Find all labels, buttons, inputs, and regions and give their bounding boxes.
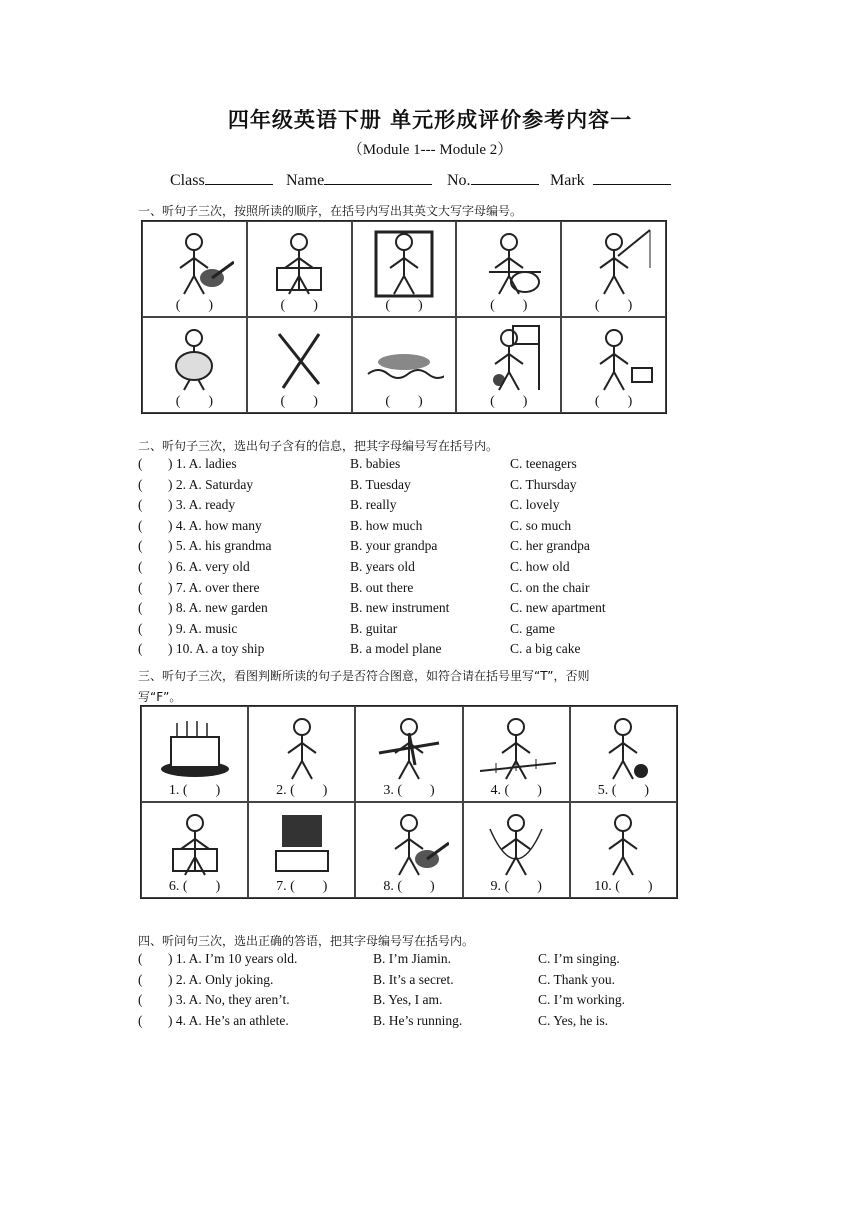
option-b: B. I’m Jiamin.	[373, 951, 451, 966]
answer-paren[interactable]: (	[138, 1012, 143, 1028]
section4-heading: 四、听问句三次，选出正确的答语，把其字母编号写在括号内。	[138, 934, 475, 948]
section1-cell	[247, 221, 352, 317]
answer-paren[interactable]: (	[138, 538, 143, 554]
standing-boy-icon	[583, 809, 663, 884]
answer-paren[interactable]: (	[138, 600, 143, 616]
option-b: B. your grandpa	[350, 538, 438, 554]
question-row	[138, 559, 698, 577]
basketball-icon	[469, 324, 549, 399]
jumping-girl-icon	[476, 809, 556, 884]
name-label: Name	[286, 172, 325, 189]
option-c: C. game	[510, 620, 555, 636]
section3-cell	[248, 802, 355, 898]
option-c: C. I’m working.	[538, 992, 625, 1007]
computer-icon	[262, 809, 342, 884]
question-row	[138, 580, 698, 598]
answer-paren[interactable]: (	[138, 579, 143, 595]
option-c: C. Yes, he is.	[538, 1012, 609, 1028]
answer-paren[interactable]: (	[138, 951, 143, 966]
question-row	[138, 600, 698, 618]
question-row	[138, 951, 698, 969]
option-a: ) 3. A. ready	[168, 497, 236, 513]
section1-cell	[352, 221, 457, 317]
answer-paren[interactable]: (	[138, 456, 143, 471]
section2-items	[138, 456, 698, 666]
section1-answer-blank[interactable]: ( )	[175, 298, 214, 313]
section3-answer-blank[interactable]: 10. ( )	[594, 879, 653, 894]
mark-label: Mark	[550, 172, 585, 189]
question-row	[138, 538, 698, 556]
cat-guitar-icon	[369, 809, 449, 884]
section1-cell	[247, 317, 352, 413]
option-b: B. Yes, I am.	[373, 992, 443, 1007]
name-field[interactable]	[286, 170, 432, 190]
section3-answer-blank[interactable]: 8. ( )	[383, 879, 435, 894]
option-c: C. so much	[510, 517, 572, 533]
birthday-cake-icon	[155, 713, 235, 788]
section3-answer-blank[interactable]: 1. ( )	[168, 783, 221, 798]
option-a: ) 2. A. Only joking.	[168, 971, 274, 987]
number-field[interactable]	[447, 170, 539, 190]
option-a: ) 9. A. music	[168, 620, 238, 636]
section1-answer-blank[interactable]: ( )	[280, 298, 318, 313]
option-a: ) 8. A. new garden	[168, 600, 268, 616]
question-row	[138, 497, 698, 515]
drummer-icon	[469, 228, 549, 303]
option-a: ) 2. A. Saturday	[168, 476, 254, 492]
tennis-players-icon	[476, 713, 556, 788]
section1-heading: 一、听句子三次，按照所读的顺序，在括号内写出其英文大写字母编号。	[138, 204, 523, 218]
section3-cell	[570, 802, 677, 898]
option-b: B. Tuesday	[350, 476, 411, 492]
option-b: B. new instrument	[350, 600, 450, 616]
question-row	[138, 477, 698, 495]
dancers-icon	[259, 324, 339, 399]
question-row	[138, 641, 698, 659]
option-c: C. lovely	[510, 497, 560, 513]
question-row	[138, 1013, 698, 1031]
mark-blank[interactable]	[593, 170, 671, 185]
answer-paren[interactable]: (	[138, 620, 143, 636]
option-a: ) 1. A. I’m 10 years old.	[168, 951, 298, 966]
section1-cell	[352, 317, 457, 413]
old-man-radio-icon	[574, 324, 654, 399]
question-row	[138, 518, 698, 536]
swimmer-icon	[364, 324, 444, 399]
section1-answer-blank[interactable]: ( )	[280, 394, 318, 409]
option-b: B. out there	[350, 579, 414, 595]
worksheet-title: 四年级英语下册 单元形成评价参考内容一	[227, 108, 633, 132]
question-row	[138, 621, 698, 639]
section4-items	[138, 951, 698, 1041]
class-label: Class	[170, 172, 205, 189]
option-a: ) 4. A. He’s an athlete.	[168, 1012, 289, 1028]
option-b: B. He’s running.	[373, 1012, 463, 1028]
section1-answer-blank[interactable]: ( )	[175, 394, 214, 409]
section1-picture-grid	[141, 220, 667, 414]
answer-paren[interactable]: (	[138, 497, 143, 513]
option-a: ) 6. A. very old	[168, 559, 250, 574]
section1-answer-blank[interactable]: ( )	[385, 394, 423, 409]
hikers-icon	[262, 713, 342, 788]
section3-cell	[355, 802, 462, 898]
section3-answer-blank[interactable]: 4. ( )	[490, 783, 542, 798]
answer-paren[interactable]: (	[138, 559, 143, 574]
worksheet-subtitle: （Module 1--- Module 2）	[347, 142, 513, 158]
option-b: B. a model plane	[350, 641, 442, 657]
section3-answer-blank[interactable]: 6. ( )	[168, 879, 221, 894]
reading-books-icon	[259, 228, 339, 303]
option-a: ) 3. A. No, they aren’t.	[168, 992, 290, 1007]
family-photo-icon	[364, 228, 444, 303]
section1-answer-blank[interactable]: ( )	[594, 298, 633, 313]
section1-answer-blank[interactable]: ( )	[490, 394, 528, 409]
option-a: ) 1. A. ladies	[168, 456, 237, 471]
cook-icon	[154, 324, 234, 399]
section3-heading-line1: 三、听句子三次，看图判断所读的句子是否符合图意，如符合请在括号里写“T”，否则	[138, 669, 590, 683]
section1-cell	[561, 221, 666, 317]
section1-cell	[456, 221, 561, 317]
option-c: C. new apartment	[510, 600, 606, 616]
section3-cell	[463, 706, 570, 802]
section3-cell	[463, 802, 570, 898]
section1-answer-blank[interactable]: ( )	[490, 298, 528, 313]
guitar-player-icon	[154, 228, 234, 303]
mark-field[interactable]	[550, 170, 671, 190]
section3-cell	[248, 706, 355, 802]
option-c: C. how old	[510, 559, 570, 574]
name-blank[interactable]	[324, 170, 432, 185]
class-field[interactable]	[170, 170, 273, 190]
section3-answer-blank[interactable]: 7. ( )	[276, 879, 328, 894]
class-blank[interactable]	[205, 170, 273, 185]
option-c: C. a big cake	[510, 641, 581, 657]
fishing-icon	[574, 228, 654, 303]
option-c: C. Thank you.	[538, 971, 615, 987]
option-b: B. babies	[350, 456, 401, 471]
answer-paren[interactable]: (	[138, 971, 143, 987]
section3-answer-blank[interactable]: 5. ( )	[597, 783, 650, 798]
number-blank[interactable]	[471, 170, 539, 185]
answer-paren[interactable]: (	[138, 641, 143, 657]
section3-answer-blank[interactable]: 9. ( )	[490, 879, 542, 894]
question-row	[138, 992, 698, 1010]
answer-paren[interactable]: (	[138, 476, 143, 492]
question-row	[138, 456, 698, 474]
football-kids-icon	[583, 713, 663, 788]
question-row	[138, 972, 698, 990]
section3-cell	[570, 706, 677, 802]
sitting-woman-icon	[155, 809, 235, 884]
section3-heading-line2: 写“F”。	[138, 690, 182, 704]
option-b: B. guitar	[350, 620, 398, 636]
section1-cell	[561, 317, 666, 413]
section3-answer-blank[interactable]: 3. ( )	[383, 783, 435, 798]
option-c: C. teenagers	[510, 456, 577, 471]
section3-cell	[141, 706, 248, 802]
option-a: ) 5. A. his grandma	[168, 538, 272, 554]
option-c: C. her grandpa	[510, 538, 590, 554]
option-b: B. years old	[350, 559, 415, 574]
number-label: No.	[447, 172, 471, 189]
section1-cell	[456, 317, 561, 413]
section1-cell	[142, 221, 247, 317]
section2-heading: 二、听句子三次，选出句子含有的信息，把其字母编号写在括号内。	[138, 439, 499, 453]
section1-answer-blank[interactable]: ( )	[594, 394, 633, 409]
section3-picture-grid	[140, 705, 678, 899]
section3-answer-blank[interactable]: 2. ( )	[276, 783, 328, 798]
section3-cell	[141, 802, 248, 898]
option-b: B. It’s a secret.	[373, 971, 454, 987]
option-c: C. I’m singing.	[538, 951, 620, 966]
section1-cell	[142, 317, 247, 413]
model-plane-icon	[369, 713, 449, 788]
option-c: C. on the chair	[510, 579, 590, 595]
answer-paren[interactable]: (	[138, 517, 143, 533]
option-c: C. Thursday	[510, 476, 577, 492]
answer-paren[interactable]: (	[138, 992, 143, 1007]
option-a: ) 10. A. a toy ship	[168, 641, 265, 657]
section3-cell	[355, 706, 462, 802]
section1-answer-blank[interactable]: ( )	[385, 298, 423, 313]
option-a: ) 7. A. over there	[168, 579, 260, 595]
option-b: B. how much	[350, 517, 423, 533]
option-b: B. really	[350, 497, 397, 513]
option-a: ) 4. A. how many	[168, 517, 262, 533]
